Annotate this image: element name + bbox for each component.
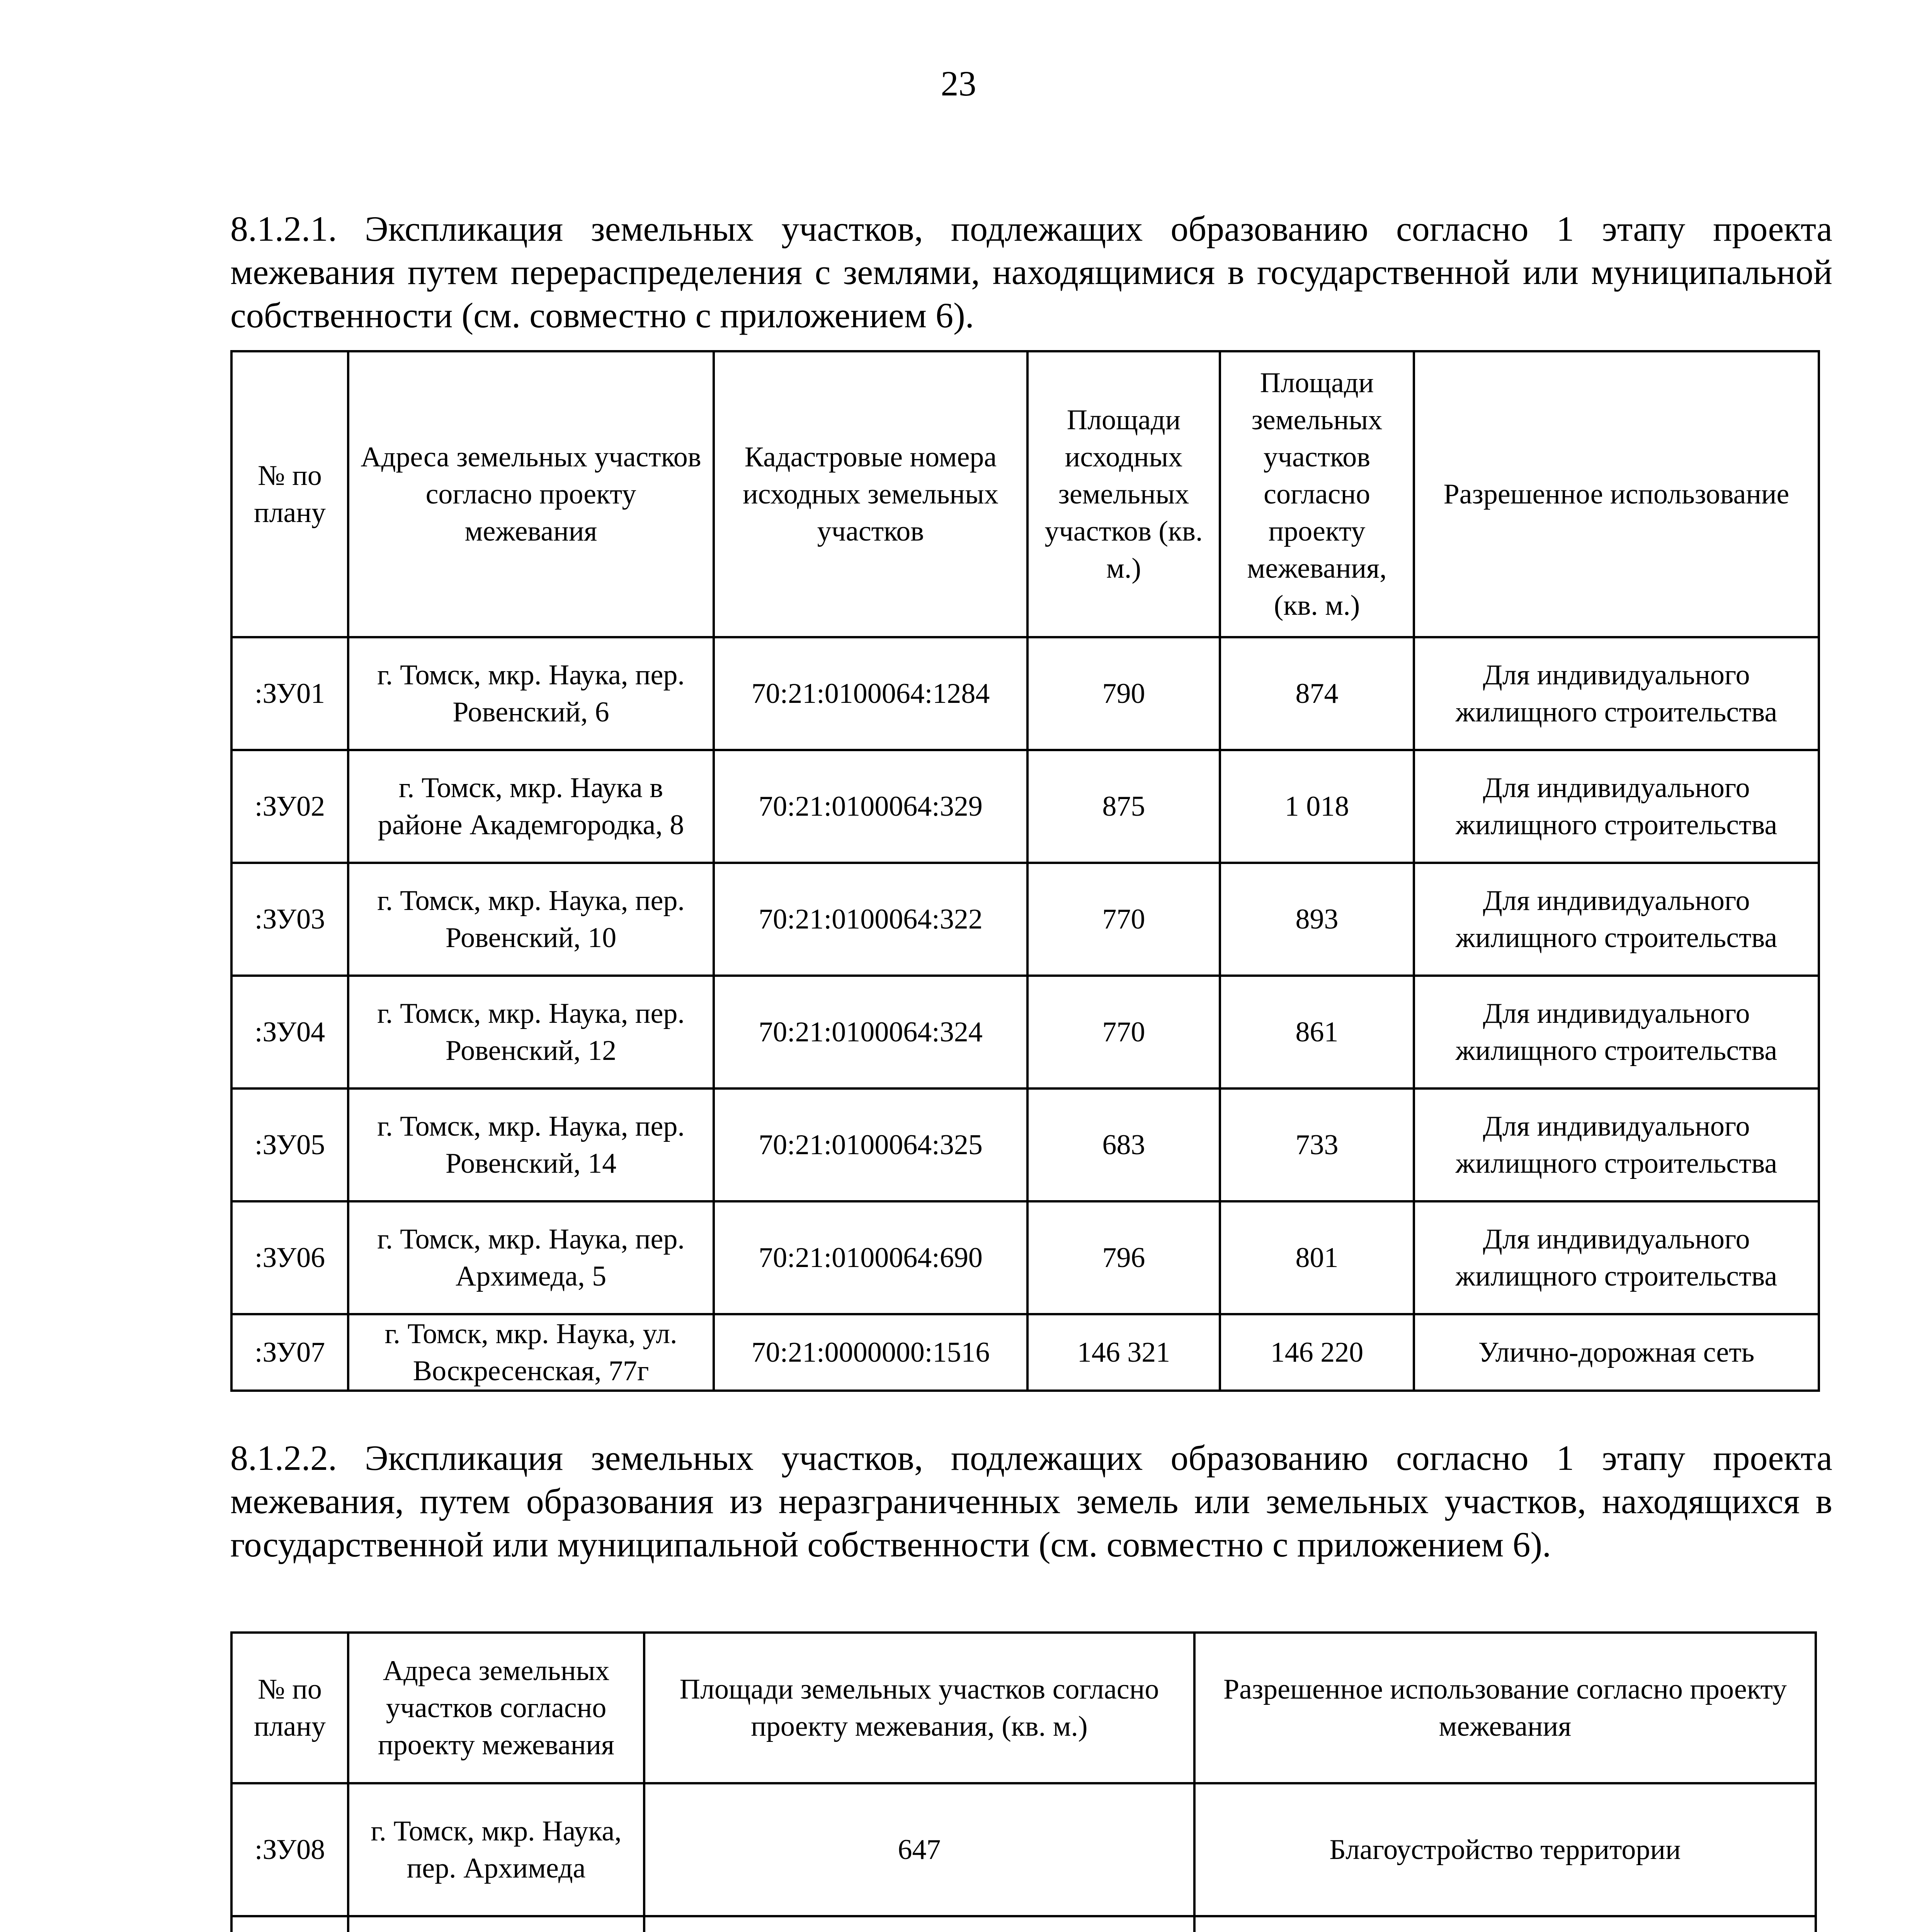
- cell-plan-number: :ЗУ04: [231, 976, 348, 1088]
- cell-permitted-use: Для индивидуального жилищного строительства: [1414, 976, 1819, 1088]
- cell-permitted-use: Улично-дорожная сеть: [1414, 1314, 1819, 1391]
- cell-source-area: 796: [1027, 1201, 1220, 1314]
- cell-plan-number: :ЗУ02: [231, 750, 348, 863]
- table-header-row: [231, 351, 1819, 637]
- table-row: [231, 976, 1819, 1088]
- cell-source-area: 770: [1027, 976, 1220, 1088]
- cell-permitted-use: Для индивидуального жилищного строительства: [1414, 863, 1819, 976]
- cell-address: г. Томск, мкр. Наука в районе Академгородка, 8: [348, 750, 714, 863]
- header-permitted-use: Разрешенное использование согласно проекту межевания: [1194, 1633, 1816, 1783]
- cell-cadastral-number: 70:21:0100064:329: [714, 750, 1027, 863]
- header-planned-area: Площади земельных участков согласно проекту межевания, (кв. м.): [1220, 351, 1414, 637]
- table-row: [231, 863, 1819, 976]
- cell-source-area: 770: [1027, 863, 1220, 976]
- cell-address: [348, 1916, 644, 1932]
- header-address: Адреса земельных участков согласно проекту межевания: [348, 1633, 644, 1783]
- cell-cadastral-number: 70:21:0000000:1516: [714, 1314, 1027, 1391]
- cell-planned-area: 647: [644, 1783, 1194, 1916]
- table-row: [231, 1201, 1819, 1314]
- table-row: [231, 1783, 1816, 1916]
- header-permitted-use: Разрешенное использование: [1414, 351, 1819, 637]
- cell-planned-area: [644, 1916, 1194, 1932]
- cell-plan-number: :ЗУ03: [231, 863, 348, 976]
- cell-cadastral-number: 70:21:0100064:322: [714, 863, 1027, 976]
- table-row: [231, 637, 1819, 750]
- cell-planned-area: 893: [1220, 863, 1414, 976]
- cell-permitted-use: Благоустройство территории: [1194, 1783, 1816, 1916]
- land-plots-redistribution-table: [230, 350, 1820, 1392]
- table-row: [231, 1916, 1816, 1932]
- cell-plan-number: [231, 1916, 348, 1932]
- cell-cadastral-number: 70:21:0100064:324: [714, 976, 1027, 1088]
- table-row: [231, 750, 1819, 863]
- header-plan-number: № по плану: [231, 1633, 348, 1783]
- cell-address: г. Томск, мкр. Наука, пер. Ровенский, 10: [348, 863, 714, 976]
- cell-planned-area: 874: [1220, 637, 1414, 750]
- cell-source-area: 790: [1027, 637, 1220, 750]
- cell-source-area: 683: [1027, 1088, 1220, 1201]
- cell-permitted-use: [1194, 1916, 1816, 1932]
- cell-planned-area: 861: [1220, 976, 1414, 1088]
- header-plan-number: № по плану: [231, 351, 348, 637]
- table-header-row: [231, 1633, 1816, 1783]
- cell-source-area: 146 321: [1027, 1314, 1220, 1391]
- cell-plan-number: :ЗУ05: [231, 1088, 348, 1201]
- cell-planned-area: 733: [1220, 1088, 1414, 1201]
- cell-plan-number: :ЗУ08: [231, 1783, 348, 1916]
- cell-address: г. Томск, мкр. Наука, пер. Ровенский, 6: [348, 637, 714, 750]
- section-heading-8-1-2-1: 8.1.2.1. Экспликация земельных участков, подлежащих образованию согласно 1 этапу проекта межевания путем перераспределения с землями, находящимися в государственной или муниципальной собственности (см. совместно с приложением 6).: [230, 209, 1832, 335]
- section-heading-8-1-2-2: 8.1.2.2. Экспликация земельных участков, подлежащих образованию согласно 1 этапу проекта межевания, путем образования из неразграниченных земель или земельных участков, находящихся в государственной или муниципальной собственности (см. совместно с приложением 6).: [230, 1438, 1832, 1564]
- header-address: Адреса земельных участков согласно проекту межевания: [348, 351, 714, 637]
- cell-address: г. Томск, мкр. Наука, пер. Ровенский, 12: [348, 976, 714, 1088]
- cell-planned-area: 1 018: [1220, 750, 1414, 863]
- cell-planned-area: 146 220: [1220, 1314, 1414, 1391]
- cell-plan-number: :ЗУ07: [231, 1314, 348, 1391]
- cell-plan-number: :ЗУ01: [231, 637, 348, 750]
- table-row: [231, 1088, 1819, 1201]
- cell-planned-area: 801: [1220, 1201, 1414, 1314]
- table-row: [231, 1314, 1819, 1391]
- header-planned-area: Площади земельных участков согласно проекту межевания, (кв. м.): [644, 1633, 1194, 1783]
- cell-permitted-use: Для индивидуального жилищного строительства: [1414, 1201, 1819, 1314]
- cell-source-area: 875: [1027, 750, 1220, 863]
- cell-address: г. Томск, мкр. Наука, пер. Архимеда: [348, 1783, 644, 1916]
- cell-address: г. Томск, мкр. Наука, пер. Архимеда, 5: [348, 1201, 714, 1314]
- cell-address: г. Томск, мкр. Наука, ул. Воскресенская, 77г: [348, 1314, 714, 1391]
- cell-cadastral-number: 70:21:0100064:325: [714, 1088, 1027, 1201]
- page-number: 23: [941, 64, 976, 103]
- cell-cadastral-number: 70:21:0100064:1284: [714, 637, 1027, 750]
- land-plots-formation-table: [230, 1631, 1817, 1932]
- cell-permitted-use: Для индивидуального жилищного строительства: [1414, 1088, 1819, 1201]
- cell-address: г. Томск, мкр. Наука, пер. Ровенский, 14: [348, 1088, 714, 1201]
- cell-plan-number: :ЗУ06: [231, 1201, 348, 1314]
- cell-cadastral-number: 70:21:0100064:690: [714, 1201, 1027, 1314]
- header-source-area: Площади исходных земельных участков (кв. м.): [1027, 351, 1220, 637]
- header-cadastral-number: Кадастровые номера исходных земельных участков: [714, 351, 1027, 637]
- cell-permitted-use: Для индивидуального жилищного строительства: [1414, 750, 1819, 863]
- cell-permitted-use: Для индивидуального жилищного строительства: [1414, 637, 1819, 750]
